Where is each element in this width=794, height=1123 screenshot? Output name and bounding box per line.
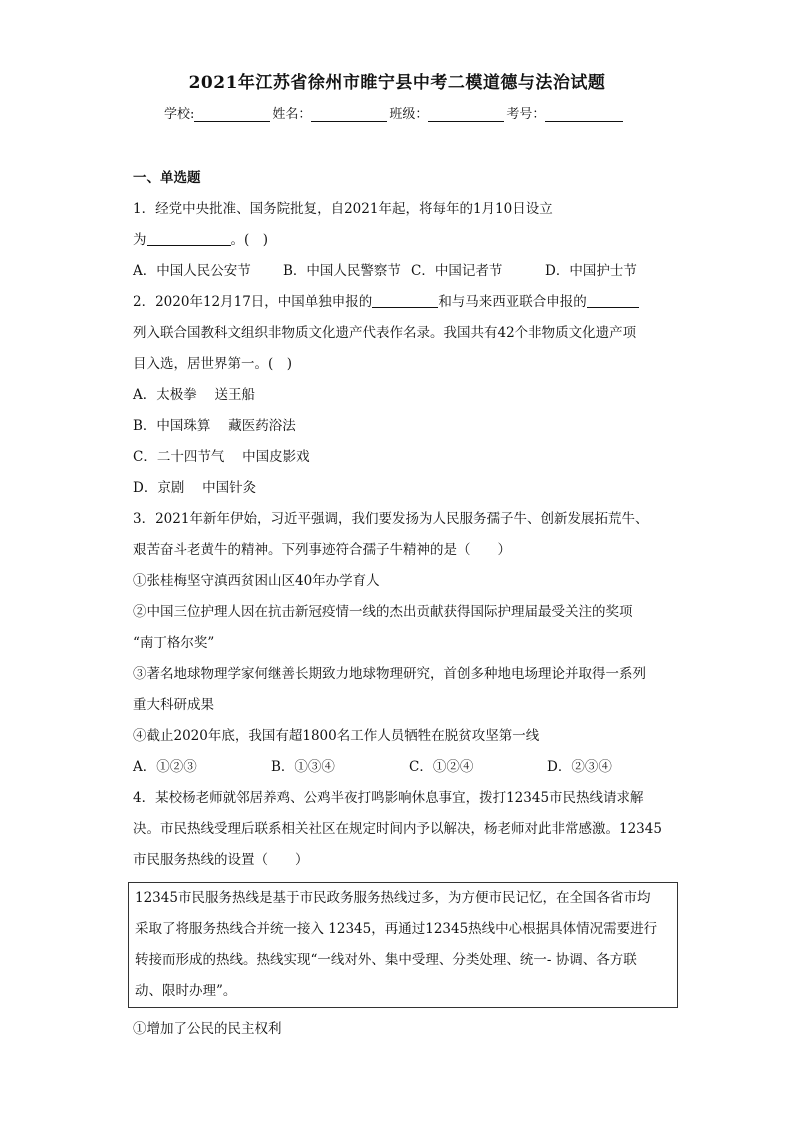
- q3-option-c[interactable]: C．①②④: [409, 759, 474, 775]
- q2-option-b[interactable]: B．中国珠算 藏医药浴法: [133, 418, 296, 434]
- q2-option-c[interactable]: C．二十四节气 中国皮影戏: [133, 449, 310, 465]
- q2-stem-line2: 列入联合国教科文组织非物质文化遗产代表作名录。我国共有42个非物质文化遗产项: [133, 325, 637, 341]
- name-field[interactable]: [311, 107, 387, 122]
- q2-blank-1: [372, 289, 438, 308]
- q3-option-d[interactable]: D．②③④: [547, 759, 612, 775]
- q1-option-c[interactable]: C．中国记者节: [411, 263, 503, 279]
- q4-stem-line1: 4．某校杨老师就邻居养鸡、公鸡半夜打鸣影响休息事宜，拨打12345市民热线请求解: [133, 790, 644, 806]
- q4-material-line: 动、限时办理”。: [135, 983, 237, 999]
- exam-content: [133, 163, 673, 1045]
- name-label: 姓名：: [272, 107, 312, 122]
- q2-blank-2: [587, 289, 639, 308]
- q3-stem-line2: 艰苦奋斗老黄牛的精神。下列事迹符合孺子牛精神的是（ ）: [133, 542, 511, 558]
- q3-item-3-cont: 重大科研成果: [133, 697, 214, 713]
- q1-stem-line2: [133, 225, 673, 256]
- student-info-row: [164, 103, 625, 122]
- q2-option-a[interactable]: A．太极拳 送王船: [133, 387, 256, 403]
- q4-item-1: ①增加了公民的民主权利: [133, 1021, 282, 1037]
- q2-stem-line3: 目入选，居世界第一。( ): [133, 356, 293, 372]
- q4-material-line: 转接而形成的热线。热线实现“一线对外、集中受理、分类处理、统一- 协调、各方联: [135, 952, 637, 968]
- q3-stem-line1: 3．2021年新年伊始，习近平强调，我们要发扬为人民服务孺子牛、创新发展拓荒牛、: [133, 511, 649, 527]
- q1-options: [133, 256, 673, 287]
- q2-stem-line1: [133, 287, 673, 318]
- q1-option-b[interactable]: B．中国人民警察节: [283, 263, 401, 279]
- section-heading: 一、单选题: [133, 170, 201, 186]
- q3-options: [133, 752, 673, 783]
- q3-item-1: ①张桂梅坚守滇西贫困山区40年办学育人: [133, 573, 380, 589]
- class-field[interactable]: [428, 107, 504, 122]
- q3-option-a[interactable]: A．①②③: [133, 759, 197, 775]
- q3-item-2-cont: “南丁格尔奖”: [133, 635, 215, 651]
- q1-stem-prefix: 为: [133, 232, 147, 248]
- school-field[interactable]: [194, 107, 270, 122]
- q4-stem-line3: 市民服务热线的设置（ ）: [133, 852, 309, 868]
- q3-item-3: ③著名地球物理学家何继善长期致力地球物理研究，首创多种地电场理论并取得一系列: [133, 666, 646, 682]
- exam-number-field[interactable]: [545, 107, 623, 122]
- q3-item-2: ②中国三位护理人因在抗击新冠疫情一线的杰出贡献获得国际护理届最受关注的奖项: [133, 604, 633, 620]
- q1-stem-suffix: 。( ): [230, 232, 269, 248]
- q3-option-b[interactable]: B．①③④: [271, 759, 335, 775]
- q4-material-box: [128, 882, 678, 1008]
- q2-stem-prefix: 2．2020年12月17日，中国单独申报的: [133, 294, 373, 310]
- q1-option-a[interactable]: A．中国人民公安节: [133, 263, 251, 279]
- school-label: 学校:: [164, 107, 195, 122]
- page-title: 2021年江苏省徐州市睢宁县中考二模道德与法治试题: [188, 73, 606, 93]
- q3-item-4: ④截止2020年底，我国有超1800名工作人员牺牲在脱贫攻坚第一线: [133, 728, 540, 744]
- q2-option-d[interactable]: D．京剧 中国针灸: [133, 480, 257, 496]
- class-label: 班级：: [389, 107, 429, 122]
- q4-material-line: 采取了将服务热线合并统一接入 12345，再通过12345热线中心根据具体情况需要进行: [135, 921, 658, 937]
- q4-material-line: 12345市民服务热线是基于市民政务服务热线过多，为方便市民记忆，在全国各省市均: [135, 890, 651, 906]
- q1-stem-line1: 1．经党中央批准、国务院批复，自2021年起，将每年的1月10日设立: [133, 201, 553, 217]
- q1-blank: [147, 227, 231, 246]
- q1-option-d[interactable]: D．中国护士节: [545, 263, 637, 279]
- exam-number-label: 考号：: [506, 107, 546, 122]
- q4-stem-line2: 决。市民热线受理后联系相关社区在规定时间内予以解决，杨老师对此非常感激。12345: [133, 821, 662, 837]
- q2-stem-middle: 和与马来西亚联合申报的: [438, 294, 587, 310]
